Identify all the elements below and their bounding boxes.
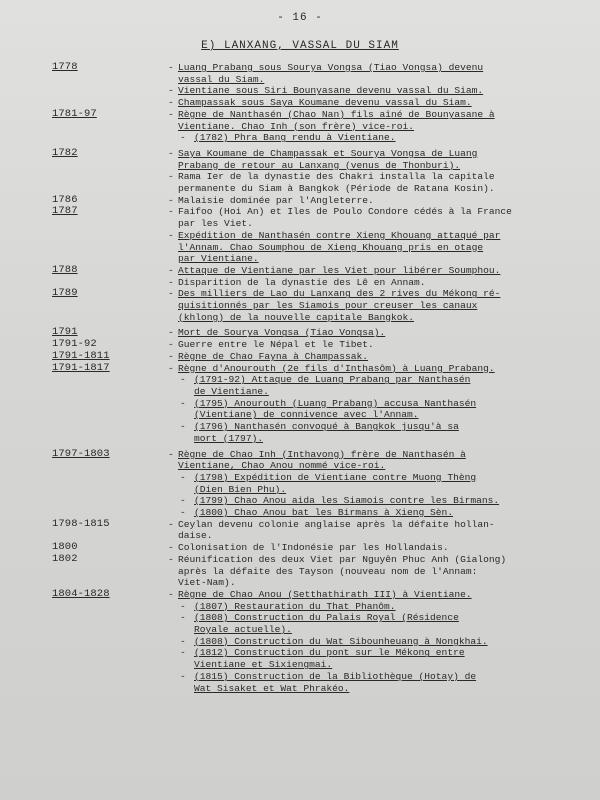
entry-events bbox=[168, 109, 592, 144]
entry-events bbox=[168, 449, 592, 519]
dash-bullet: - bbox=[168, 339, 174, 351]
entry-date bbox=[52, 449, 168, 461]
event-text: Guerre entre le Népal et le Tibet. bbox=[178, 339, 374, 351]
dash-bullet: - bbox=[180, 507, 186, 519]
sub-event bbox=[168, 507, 592, 519]
event bbox=[168, 109, 592, 132]
dash-bullet: - bbox=[168, 448, 174, 460]
event-text: Malaisie dominée par l'Angleterre. bbox=[178, 194, 374, 206]
dash-bullet: - bbox=[180, 612, 186, 624]
entry-events bbox=[168, 519, 592, 542]
event-text: Faifoo (Hoi An) et Iles de Poulo Condore cédés à la France par les Viet. bbox=[178, 206, 512, 230]
event-text: Champassak sous Saya Koumane devenu vassal du Siam. bbox=[178, 97, 472, 109]
chronology-entry bbox=[52, 589, 592, 694]
event-text: (1815) Construction de la Bibliothèque (Hotay) de Wat Sisaket et Wat Phrakéo. bbox=[194, 670, 477, 694]
sub-event bbox=[168, 636, 592, 648]
dash-bullet: - bbox=[168, 229, 174, 241]
event-text: Attaque de Vientiane par les Viet pour libérer Soumphou. bbox=[178, 264, 501, 276]
event bbox=[168, 206, 592, 229]
event bbox=[168, 171, 592, 194]
chronology-entry bbox=[52, 351, 592, 363]
event bbox=[168, 148, 592, 171]
event-text: (1796) Nanthasén convoqué à Bangkok jusqu'à sa mort (1797). bbox=[194, 421, 459, 444]
dash-bullet: - bbox=[168, 542, 174, 554]
entry-date-text: 1791-1817 bbox=[52, 361, 110, 374]
entry-events bbox=[168, 351, 592, 363]
event bbox=[168, 449, 592, 472]
entry-events bbox=[168, 327, 592, 339]
dash-bullet: - bbox=[168, 518, 174, 530]
entry-events bbox=[168, 288, 592, 323]
sub-event bbox=[168, 421, 592, 444]
event bbox=[168, 554, 592, 589]
event-text: (1807) Restauration du That Phanôm. bbox=[194, 600, 396, 612]
dash-bullet: - bbox=[180, 471, 186, 483]
event-text: (1782) Phra Bang rendu à Vientiane. bbox=[194, 132, 396, 144]
entry-events bbox=[168, 148, 592, 195]
entry-date-text: 1782 bbox=[52, 146, 78, 159]
chronology-entry bbox=[52, 265, 592, 288]
sub-event bbox=[168, 671, 592, 694]
entry-date bbox=[52, 206, 168, 218]
event bbox=[168, 230, 592, 265]
event bbox=[168, 195, 592, 207]
chronology-entry bbox=[52, 554, 592, 589]
dash-bullet: - bbox=[180, 647, 186, 659]
entry-date-text: 1804-1828 bbox=[52, 587, 110, 600]
entry-events bbox=[168, 265, 592, 288]
dash-bullet: - bbox=[168, 362, 174, 374]
chronology-entry bbox=[52, 327, 592, 339]
chronology-entry bbox=[52, 288, 592, 323]
event-text: (1799) Chao Anou aida les Siamois contre les Birmans. bbox=[194, 495, 500, 507]
sub-event bbox=[168, 601, 592, 613]
entry-date-text: 1787 bbox=[52, 205, 78, 218]
event-text: Ceylan devenu colonie anglaise après la défaite hollan- daise. bbox=[178, 518, 495, 542]
sub-event bbox=[168, 472, 592, 495]
chronology-entry bbox=[52, 148, 592, 195]
dash-bullet: - bbox=[180, 397, 186, 409]
event-text: Rama Ier de la dynastie des Chakri installa la capitale permanente du Siam à Bangkok (Période de Ratana Kosin). bbox=[178, 171, 495, 195]
dash-bullet: - bbox=[180, 132, 186, 144]
event-text: Règne de Chao Fayna à Champassak. bbox=[178, 350, 368, 362]
event-text: Vientiane sous Siri Bounyasane devenu vassal du Siam. bbox=[178, 85, 484, 97]
dash-bullet: - bbox=[168, 350, 174, 362]
chronology-entry bbox=[52, 542, 592, 554]
chronology-list bbox=[52, 62, 592, 694]
entry-events bbox=[168, 554, 592, 589]
dash-bullet: - bbox=[180, 495, 186, 507]
event-text: Mort de Sourya Vongsa (Tiao Vongsa). bbox=[178, 327, 386, 339]
chronology-entry bbox=[52, 519, 592, 542]
entry-date bbox=[52, 62, 168, 74]
event bbox=[168, 351, 592, 363]
dash-bullet: - bbox=[168, 553, 174, 565]
section-title: E) LANXANG, VASSAL DU SIAM bbox=[201, 40, 399, 52]
chronology-entry bbox=[52, 449, 592, 519]
entry-date-text: 1797-1803 bbox=[52, 447, 110, 460]
event-text: (1798) Expédition de Vientiane contre Muong Thèng (Dien Bien Phu). bbox=[194, 471, 477, 495]
entry-events bbox=[168, 542, 592, 554]
dash-bullet: - bbox=[180, 374, 186, 386]
event bbox=[168, 288, 592, 323]
sub-event bbox=[168, 612, 592, 635]
entry-date-text: 1781-97 bbox=[52, 107, 97, 120]
entry-date-text: 1789 bbox=[52, 287, 78, 300]
dash-bullet: - bbox=[180, 600, 186, 612]
dash-bullet: - bbox=[168, 108, 174, 120]
event-text: Disparition de la dynastie des Lê en Annam. bbox=[178, 276, 426, 288]
event bbox=[168, 327, 592, 339]
entry-events bbox=[168, 195, 592, 207]
entry-date bbox=[52, 554, 168, 566]
entry-date-text: 1788 bbox=[52, 263, 78, 276]
dash-bullet: - bbox=[168, 171, 174, 183]
event bbox=[168, 62, 592, 85]
event bbox=[168, 277, 592, 289]
dash-bullet: - bbox=[180, 670, 186, 682]
dash-bullet: - bbox=[168, 194, 174, 206]
entry-date bbox=[52, 363, 168, 375]
dash-bullet: - bbox=[168, 62, 174, 73]
entry-date bbox=[52, 288, 168, 300]
sub-event bbox=[168, 132, 592, 144]
entry-date bbox=[52, 148, 168, 160]
dash-bullet: - bbox=[168, 264, 174, 276]
entry-date bbox=[52, 109, 168, 121]
entry-date-text: 1791-1811 bbox=[52, 349, 110, 362]
dash-bullet: - bbox=[168, 276, 174, 288]
entry-date-text: 1798-1815 bbox=[52, 517, 110, 530]
event-text: (1808) Construction du Palais Royal (Résidence Royale actuelle). bbox=[194, 612, 459, 636]
entry-events bbox=[168, 62, 592, 109]
chronology-entry bbox=[52, 339, 592, 351]
sub-event bbox=[168, 495, 592, 507]
entry-date-text: 1778 bbox=[52, 61, 78, 73]
entry-date bbox=[52, 265, 168, 277]
dash-bullet: - bbox=[168, 327, 174, 339]
event-text: (1791-92) Attaque de Luang Prabang par Nanthasén de Vientiane. bbox=[194, 374, 471, 397]
entry-date-text: 1791 bbox=[52, 326, 78, 339]
chronology-entry bbox=[52, 109, 592, 144]
event bbox=[168, 339, 592, 351]
dash-bullet: - bbox=[180, 635, 186, 647]
event-text: Expédition de Nanthasén contre Xieng Khouang attaqué par l'Annam. Chao Soumphou de Xieng Khouang pris en otage par Vientiane. bbox=[178, 229, 501, 265]
entry-date bbox=[52, 589, 168, 601]
event bbox=[168, 85, 592, 97]
event-text: Règne de Chao Anou (Setthathirath III) à Vientiane. bbox=[178, 588, 472, 600]
dash-bullet: - bbox=[180, 421, 186, 433]
event-text: Règne de Nanthasén (Chao Nan) fils aîné de Bounyasane à Vientiane. Chao Inh (son frère) vice-roi. bbox=[178, 108, 495, 132]
event bbox=[168, 265, 592, 277]
event-text: Saya Koumane de Champassak et Sourya Vongsa de Luang Prabang de retour au Lanxang (venus de Thonburi). bbox=[178, 147, 478, 171]
event-text: Règne de Chao Inh (Inthavong) frère de Nanthasén à Vientiane, Chao Anou nommé vice-roi. bbox=[178, 448, 466, 472]
dash-bullet: - bbox=[168, 147, 174, 159]
event bbox=[168, 589, 592, 601]
entry-events bbox=[168, 363, 592, 445]
event-text: Colonisation de l'Indonésie par les Hollandais. bbox=[178, 542, 449, 554]
chronology-entry bbox=[52, 363, 592, 445]
event-text: (1795) Anourouth (Luang Prabang) accusa Nanthasén (Vientiane) de connivence avec l'Annam. bbox=[194, 397, 477, 421]
entry-date-text: 1802 bbox=[52, 552, 78, 565]
dash-bullet: - bbox=[168, 97, 174, 109]
entry-date-text: 1800 bbox=[52, 541, 78, 554]
dash-bullet: - bbox=[168, 85, 174, 97]
event-text: Règne d'Anourouth (2e fils d'Inthasôm) à Luang Prabang. bbox=[178, 362, 495, 374]
entry-date-text: 1791-92 bbox=[52, 338, 97, 351]
event-text: Luang Prabang sous Sourya Vongsa (Tiao Vongsa) devenu vassal du Siam. bbox=[178, 62, 484, 85]
event-text: Des milliers de Lao du Lanxang des 2 rives du Mékong ré- quisitionnés par les Siamois pour creuser les canaux (khlong) de la nouvelle capitale Bangkok. bbox=[178, 288, 501, 323]
chronology-entry bbox=[52, 206, 592, 265]
entry-events bbox=[168, 206, 592, 265]
dash-bullet: - bbox=[168, 588, 174, 600]
sub-event bbox=[168, 647, 592, 670]
chronology-entry bbox=[52, 62, 592, 109]
event-text: (1800) Chao Anou bat les Birmans à Xieng Sèn. bbox=[194, 507, 454, 519]
event bbox=[168, 363, 592, 375]
chronology-entry bbox=[52, 195, 592, 207]
entry-events bbox=[168, 339, 592, 351]
sub-event bbox=[168, 398, 592, 421]
event bbox=[168, 519, 592, 542]
event-text: (1812) Construction du pont sur le Mékong entre Vientiane et Sixiengmai. bbox=[194, 647, 465, 671]
page-number: - 16 - bbox=[277, 12, 323, 24]
event-text: (1808) Construction du Wat Sibounheuang à Nongkhai. bbox=[194, 635, 488, 647]
dash-bullet: - bbox=[168, 206, 174, 218]
entry-date-text: 1786 bbox=[52, 193, 78, 206]
dash-bullet: - bbox=[168, 288, 174, 300]
event bbox=[168, 542, 592, 554]
entry-events bbox=[168, 589, 592, 694]
event bbox=[168, 97, 592, 109]
event-text: Réunification des deux Viet par Nguyên Phuc Anh (Gialong) après la défaite des Tayson (nouveau nom de l'Annam: Viet-Nam). bbox=[178, 553, 507, 589]
sub-event bbox=[168, 374, 592, 397]
entry-date bbox=[52, 519, 168, 531]
